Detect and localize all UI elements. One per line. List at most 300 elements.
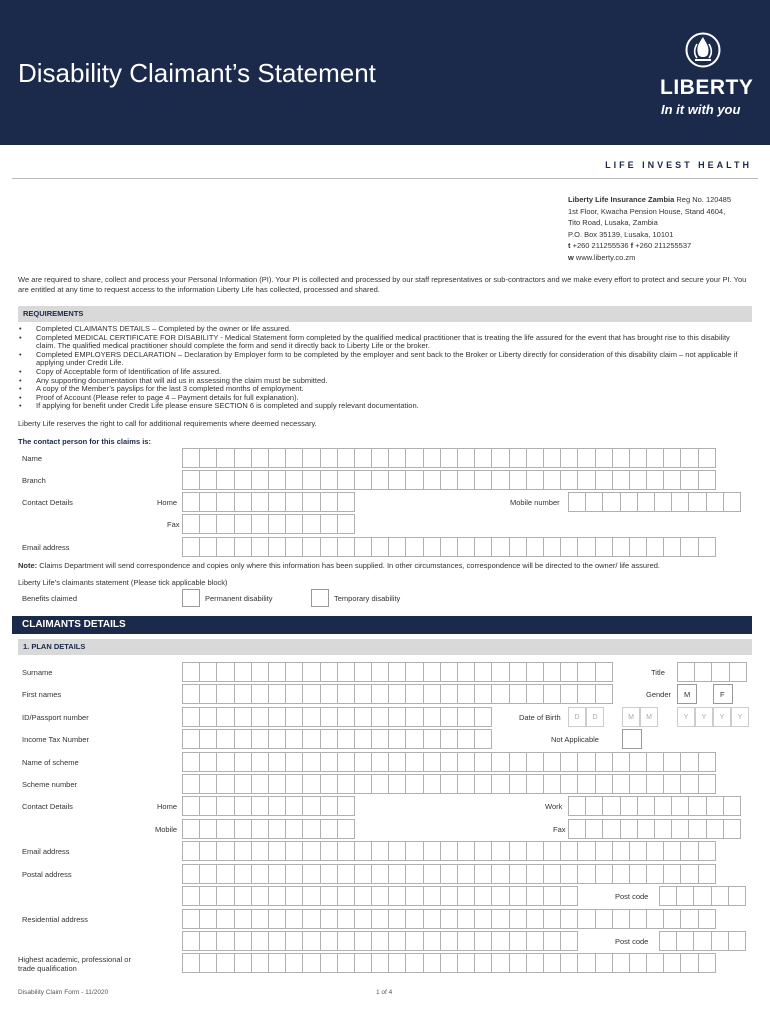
input-cell[interactable] xyxy=(285,752,303,772)
input-cell[interactable] xyxy=(251,514,269,534)
input-cell[interactable] xyxy=(199,931,217,951)
input-cell[interactable] xyxy=(405,729,423,749)
input-cell[interactable] xyxy=(354,752,372,772)
input-cell[interactable] xyxy=(216,448,234,468)
input-cell[interactable] xyxy=(251,931,269,951)
input-cell[interactable] xyxy=(612,864,630,884)
dob-day-2[interactable]: D xyxy=(586,707,604,727)
input-cell[interactable] xyxy=(405,752,423,772)
input-cell[interactable] xyxy=(543,931,561,951)
input-cell[interactable] xyxy=(440,729,458,749)
input-cell[interactable] xyxy=(234,729,252,749)
input-cell[interactable] xyxy=(354,774,372,794)
email-input[interactable] xyxy=(182,537,715,557)
input-cell[interactable] xyxy=(251,886,269,906)
input-cell[interactable] xyxy=(337,448,355,468)
dob-year-2[interactable]: Y xyxy=(695,707,713,727)
input-cell[interactable] xyxy=(320,492,338,512)
input-cell[interactable] xyxy=(560,448,578,468)
input-cell[interactable] xyxy=(337,729,355,749)
input-cell[interactable] xyxy=(423,909,441,929)
input-cell[interactable] xyxy=(216,841,234,861)
input-cell[interactable] xyxy=(474,752,492,772)
input-cell[interactable] xyxy=(371,707,389,727)
input-cell[interactable] xyxy=(646,448,664,468)
input-cell[interactable] xyxy=(577,470,595,490)
input-cell[interactable] xyxy=(543,537,561,557)
input-cell[interactable] xyxy=(251,448,269,468)
name-input[interactable] xyxy=(182,448,715,468)
input-cell[interactable] xyxy=(526,448,544,468)
input-cell[interactable] xyxy=(199,729,217,749)
input-cell[interactable] xyxy=(234,470,252,490)
input-cell[interactable] xyxy=(423,537,441,557)
input-cell[interactable] xyxy=(440,886,458,906)
claimant-mobile-input[interactable] xyxy=(182,819,354,839)
input-cell[interactable] xyxy=(216,752,234,772)
input-cell[interactable] xyxy=(509,886,527,906)
input-cell[interactable] xyxy=(199,684,217,704)
input-cell[interactable] xyxy=(560,953,578,973)
input-cell[interactable] xyxy=(234,886,252,906)
scheme-name-input[interactable] xyxy=(182,752,715,772)
input-cell[interactable] xyxy=(440,841,458,861)
input-cell[interactable] xyxy=(371,684,389,704)
input-cell[interactable] xyxy=(251,662,269,682)
input-cell[interactable] xyxy=(405,864,423,884)
input-cell[interactable] xyxy=(388,752,406,772)
input-cell[interactable] xyxy=(577,774,595,794)
input-cell[interactable] xyxy=(457,707,475,727)
input-cell[interactable] xyxy=(182,886,200,906)
input-cell[interactable] xyxy=(560,886,578,906)
input-cell[interactable] xyxy=(612,752,630,772)
input-cell[interactable] xyxy=(491,537,509,557)
input-cell[interactable] xyxy=(268,448,286,468)
input-cell[interactable] xyxy=(251,537,269,557)
input-cell[interactable] xyxy=(595,752,613,772)
input-cell[interactable] xyxy=(371,537,389,557)
input-cell[interactable] xyxy=(337,707,355,727)
dob-month-1[interactable]: M xyxy=(622,707,640,727)
input-cell[interactable] xyxy=(234,537,252,557)
input-cell[interactable] xyxy=(440,931,458,951)
input-cell[interactable] xyxy=(677,662,695,682)
input-cell[interactable] xyxy=(577,841,595,861)
input-cell[interactable] xyxy=(585,796,603,816)
input-cell[interactable] xyxy=(199,448,217,468)
input-cell[interactable] xyxy=(405,448,423,468)
input-cell[interactable] xyxy=(595,470,613,490)
input-cell[interactable] xyxy=(694,662,712,682)
input-cell[interactable] xyxy=(337,841,355,861)
input-cell[interactable] xyxy=(199,707,217,727)
input-cell[interactable] xyxy=(577,684,595,704)
branch-input[interactable] xyxy=(182,470,715,490)
input-cell[interactable] xyxy=(337,514,355,534)
input-cell[interactable] xyxy=(663,841,681,861)
input-cell[interactable] xyxy=(526,953,544,973)
input-cell[interactable] xyxy=(285,707,303,727)
input-cell[interactable] xyxy=(354,684,372,704)
input-cell[interactable] xyxy=(526,931,544,951)
input-cell[interactable] xyxy=(199,864,217,884)
input-cell[interactable] xyxy=(680,864,698,884)
input-cell[interactable] xyxy=(654,492,672,512)
input-cell[interactable] xyxy=(320,537,338,557)
dob-year-4[interactable]: Y xyxy=(731,707,749,727)
input-cell[interactable] xyxy=(199,841,217,861)
residential-address-line-1[interactable] xyxy=(182,909,715,929)
input-cell[interactable] xyxy=(646,953,664,973)
input-cell[interactable] xyxy=(474,662,492,682)
input-cell[interactable] xyxy=(671,796,689,816)
input-cell[interactable] xyxy=(234,774,252,794)
input-cell[interactable] xyxy=(337,752,355,772)
input-cell[interactable] xyxy=(474,729,492,749)
input-cell[interactable] xyxy=(302,537,320,557)
input-cell[interactable] xyxy=(354,931,372,951)
input-cell[interactable] xyxy=(371,841,389,861)
input-cell[interactable] xyxy=(234,931,252,951)
input-cell[interactable] xyxy=(526,684,544,704)
input-cell[interactable] xyxy=(698,909,716,929)
input-cell[interactable] xyxy=(199,953,217,973)
input-cell[interactable] xyxy=(577,752,595,772)
input-cell[interactable] xyxy=(543,953,561,973)
input-cell[interactable] xyxy=(629,774,647,794)
input-cell[interactable] xyxy=(251,774,269,794)
input-cell[interactable] xyxy=(302,819,320,839)
input-cell[interactable] xyxy=(268,684,286,704)
input-cell[interactable] xyxy=(423,729,441,749)
input-cell[interactable] xyxy=(354,707,372,727)
input-cell[interactable] xyxy=(302,931,320,951)
input-cell[interactable] xyxy=(509,448,527,468)
input-cell[interactable] xyxy=(676,931,694,951)
input-cell[interactable] xyxy=(474,470,492,490)
input-cell[interactable] xyxy=(526,470,544,490)
input-cell[interactable] xyxy=(320,953,338,973)
input-cell[interactable] xyxy=(388,864,406,884)
input-cell[interactable] xyxy=(182,662,200,682)
input-cell[interactable] xyxy=(543,909,561,929)
input-cell[interactable] xyxy=(663,864,681,884)
input-cell[interactable] xyxy=(268,662,286,682)
input-cell[interactable] xyxy=(543,864,561,884)
input-cell[interactable] xyxy=(646,774,664,794)
input-cell[interactable] xyxy=(354,537,372,557)
input-cell[interactable] xyxy=(543,684,561,704)
input-cell[interactable] xyxy=(320,909,338,929)
input-cell[interactable] xyxy=(285,841,303,861)
claimant-home-input[interactable] xyxy=(182,796,354,816)
input-cell[interactable] xyxy=(680,909,698,929)
input-cell[interactable] xyxy=(388,953,406,973)
input-cell[interactable] xyxy=(337,886,355,906)
input-cell[interactable] xyxy=(405,662,423,682)
input-cell[interactable] xyxy=(320,448,338,468)
input-cell[interactable] xyxy=(457,684,475,704)
input-cell[interactable] xyxy=(234,707,252,727)
input-cell[interactable] xyxy=(285,684,303,704)
input-cell[interactable] xyxy=(509,537,527,557)
input-cell[interactable] xyxy=(620,796,638,816)
input-cell[interactable] xyxy=(371,774,389,794)
postal-post-code-input[interactable] xyxy=(659,886,745,906)
input-cell[interactable] xyxy=(388,537,406,557)
input-cell[interactable] xyxy=(216,953,234,973)
input-cell[interactable] xyxy=(320,514,338,534)
dob-day-1[interactable]: D xyxy=(568,707,586,727)
input-cell[interactable] xyxy=(423,662,441,682)
input-cell[interactable] xyxy=(354,953,372,973)
residential-address-line-2[interactable] xyxy=(182,931,577,951)
input-cell[interactable] xyxy=(405,909,423,929)
input-cell[interactable] xyxy=(474,537,492,557)
input-cell[interactable] xyxy=(216,729,234,749)
input-cell[interactable] xyxy=(612,953,630,973)
input-cell[interactable] xyxy=(457,729,475,749)
input-cell[interactable] xyxy=(474,684,492,704)
input-cell[interactable] xyxy=(234,448,252,468)
dob-month-2[interactable]: M xyxy=(640,707,658,727)
input-cell[interactable] xyxy=(560,774,578,794)
input-cell[interactable] xyxy=(526,864,544,884)
input-cell[interactable] xyxy=(457,909,475,929)
input-cell[interactable] xyxy=(337,864,355,884)
input-cell[interactable] xyxy=(543,841,561,861)
input-cell[interactable] xyxy=(698,537,716,557)
input-cell[interactable] xyxy=(234,841,252,861)
input-cell[interactable] xyxy=(337,909,355,929)
input-cell[interactable] xyxy=(595,448,613,468)
input-cell[interactable] xyxy=(491,752,509,772)
input-cell[interactable] xyxy=(646,864,664,884)
input-cell[interactable] xyxy=(199,537,217,557)
input-cell[interactable] xyxy=(251,752,269,772)
input-cell[interactable] xyxy=(285,953,303,973)
input-cell[interactable] xyxy=(585,819,603,839)
input-cell[interactable] xyxy=(629,864,647,884)
input-cell[interactable] xyxy=(526,537,544,557)
input-cell[interactable] xyxy=(268,864,286,884)
input-cell[interactable] xyxy=(302,752,320,772)
input-cell[interactable] xyxy=(337,662,355,682)
input-cell[interactable] xyxy=(491,841,509,861)
input-cell[interactable] xyxy=(654,819,672,839)
input-cell[interactable] xyxy=(723,492,741,512)
input-cell[interactable] xyxy=(440,448,458,468)
input-cell[interactable] xyxy=(491,909,509,929)
input-cell[interactable] xyxy=(491,684,509,704)
input-cell[interactable] xyxy=(560,684,578,704)
id-passport-input[interactable] xyxy=(182,707,491,727)
input-cell[interactable] xyxy=(388,931,406,951)
input-cell[interactable] xyxy=(268,492,286,512)
input-cell[interactable] xyxy=(251,796,269,816)
input-cell[interactable] xyxy=(216,774,234,794)
input-cell[interactable] xyxy=(337,470,355,490)
input-cell[interactable] xyxy=(285,537,303,557)
input-cell[interactable] xyxy=(371,953,389,973)
input-cell[interactable] xyxy=(251,470,269,490)
input-cell[interactable] xyxy=(577,537,595,557)
input-cell[interactable] xyxy=(440,864,458,884)
input-cell[interactable] xyxy=(491,448,509,468)
input-cell[interactable] xyxy=(371,470,389,490)
first-names-input[interactable] xyxy=(182,684,612,704)
input-cell[interactable] xyxy=(337,819,355,839)
input-cell[interactable] xyxy=(320,662,338,682)
input-cell[interactable] xyxy=(595,953,613,973)
input-cell[interactable] xyxy=(354,864,372,884)
input-cell[interactable] xyxy=(216,864,234,884)
input-cell[interactable] xyxy=(509,774,527,794)
input-cell[interactable] xyxy=(663,774,681,794)
input-cell[interactable] xyxy=(423,841,441,861)
input-cell[interactable] xyxy=(182,729,200,749)
input-cell[interactable] xyxy=(302,796,320,816)
input-cell[interactable] xyxy=(302,909,320,929)
qualification-input[interactable] xyxy=(182,953,715,973)
input-cell[interactable] xyxy=(560,909,578,929)
input-cell[interactable] xyxy=(595,662,613,682)
input-cell[interactable] xyxy=(560,841,578,861)
input-cell[interactable] xyxy=(440,774,458,794)
dob-year-1[interactable]: Y xyxy=(677,707,695,727)
permanent-disability-checkbox[interactable] xyxy=(182,589,200,607)
input-cell[interactable] xyxy=(423,774,441,794)
input-cell[interactable] xyxy=(440,953,458,973)
input-cell[interactable] xyxy=(526,909,544,929)
input-cell[interactable] xyxy=(612,841,630,861)
input-cell[interactable] xyxy=(671,819,689,839)
input-cell[interactable] xyxy=(320,729,338,749)
input-cell[interactable] xyxy=(268,931,286,951)
input-cell[interactable] xyxy=(216,470,234,490)
input-cell[interactable] xyxy=(423,707,441,727)
input-cell[interactable] xyxy=(474,841,492,861)
input-cell[interactable] xyxy=(509,470,527,490)
input-cell[interactable] xyxy=(354,909,372,929)
input-cell[interactable] xyxy=(285,729,303,749)
input-cell[interactable] xyxy=(491,864,509,884)
input-cell[interactable] xyxy=(337,953,355,973)
input-cell[interactable] xyxy=(199,662,217,682)
input-cell[interactable] xyxy=(371,909,389,929)
input-cell[interactable] xyxy=(423,864,441,884)
input-cell[interactable] xyxy=(706,796,724,816)
input-cell[interactable] xyxy=(440,470,458,490)
input-cell[interactable] xyxy=(646,909,664,929)
input-cell[interactable] xyxy=(234,864,252,884)
input-cell[interactable] xyxy=(637,819,655,839)
input-cell[interactable] xyxy=(268,774,286,794)
input-cell[interactable] xyxy=(612,448,630,468)
input-cell[interactable] xyxy=(474,909,492,929)
input-cell[interactable] xyxy=(728,886,746,906)
input-cell[interactable] xyxy=(234,796,252,816)
input-cell[interactable] xyxy=(440,752,458,772)
input-cell[interactable] xyxy=(199,819,217,839)
dob-year-3[interactable]: Y xyxy=(713,707,731,727)
input-cell[interactable] xyxy=(509,841,527,861)
fax-input[interactable] xyxy=(182,514,354,534)
input-cell[interactable] xyxy=(285,886,303,906)
input-cell[interactable] xyxy=(474,886,492,906)
input-cell[interactable] xyxy=(526,886,544,906)
input-cell[interactable] xyxy=(457,953,475,973)
input-cell[interactable] xyxy=(509,931,527,951)
input-cell[interactable] xyxy=(251,953,269,973)
input-cell[interactable] xyxy=(285,470,303,490)
input-cell[interactable] xyxy=(405,707,423,727)
input-cell[interactable] xyxy=(423,886,441,906)
input-cell[interactable] xyxy=(663,470,681,490)
input-cell[interactable] xyxy=(320,931,338,951)
input-cell[interactable] xyxy=(388,729,406,749)
input-cell[interactable] xyxy=(620,492,638,512)
input-cell[interactable] xyxy=(440,707,458,727)
input-cell[interactable] xyxy=(671,492,689,512)
input-cell[interactable] xyxy=(320,841,338,861)
input-cell[interactable] xyxy=(302,514,320,534)
input-cell[interactable] xyxy=(509,909,527,929)
input-cell[interactable] xyxy=(268,796,286,816)
input-cell[interactable] xyxy=(302,774,320,794)
input-cell[interactable] xyxy=(302,729,320,749)
input-cell[interactable] xyxy=(216,796,234,816)
input-cell[interactable] xyxy=(659,931,677,951)
input-cell[interactable] xyxy=(440,909,458,929)
input-cell[interactable] xyxy=(698,841,716,861)
input-cell[interactable] xyxy=(585,492,603,512)
input-cell[interactable] xyxy=(216,514,234,534)
input-cell[interactable] xyxy=(646,470,664,490)
input-cell[interactable] xyxy=(688,796,706,816)
input-cell[interactable] xyxy=(234,514,252,534)
input-cell[interactable] xyxy=(543,752,561,772)
input-cell[interactable] xyxy=(729,662,747,682)
input-cell[interactable] xyxy=(285,514,303,534)
input-cell[interactable] xyxy=(371,752,389,772)
input-cell[interactable] xyxy=(405,953,423,973)
input-cell[interactable] xyxy=(474,774,492,794)
input-cell[interactable] xyxy=(711,931,729,951)
input-cell[interactable] xyxy=(388,909,406,929)
input-cell[interactable] xyxy=(723,796,741,816)
input-cell[interactable] xyxy=(698,864,716,884)
input-cell[interactable] xyxy=(268,886,286,906)
input-cell[interactable] xyxy=(711,886,729,906)
input-cell[interactable] xyxy=(285,864,303,884)
input-cell[interactable] xyxy=(337,684,355,704)
input-cell[interactable] xyxy=(457,931,475,951)
input-cell[interactable] xyxy=(491,931,509,951)
input-cell[interactable] xyxy=(216,662,234,682)
input-cell[interactable] xyxy=(354,841,372,861)
input-cell[interactable] xyxy=(302,953,320,973)
input-cell[interactable] xyxy=(199,909,217,929)
input-cell[interactable] xyxy=(474,953,492,973)
input-cell[interactable] xyxy=(182,841,200,861)
input-cell[interactable] xyxy=(388,707,406,727)
input-cell[interactable] xyxy=(216,537,234,557)
input-cell[interactable] xyxy=(457,774,475,794)
input-cell[interactable] xyxy=(491,953,509,973)
input-cell[interactable] xyxy=(423,470,441,490)
